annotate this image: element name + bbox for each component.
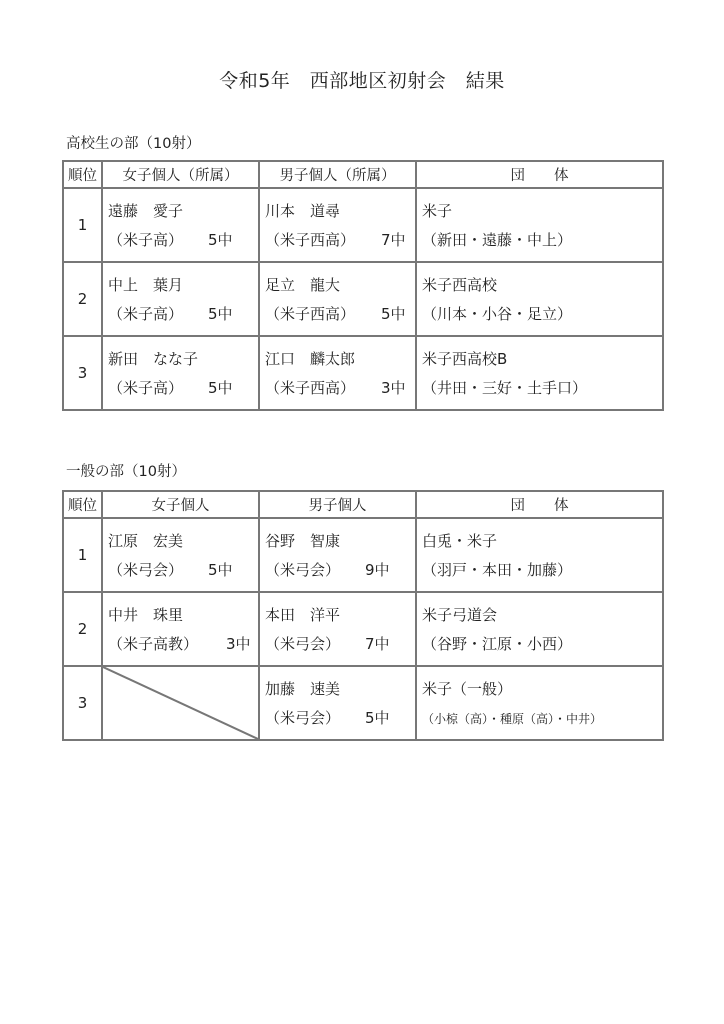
men-hits: 3中 [381, 379, 406, 397]
table-row [63, 518, 663, 592]
header-men: 男子個人 [259, 491, 416, 518]
men-affiliation: （米子西高） [265, 231, 356, 249]
team-members: （小椋（高）・種原（高）・中井） [422, 712, 603, 726]
table-header-row [63, 161, 663, 188]
men-hits: 5中 [381, 305, 406, 323]
rank-cell: 3 [63, 666, 102, 740]
women-name: 江原 宏美 [108, 532, 184, 550]
men-affiliation: （米弓会） [265, 709, 341, 727]
high-school-results-table [62, 160, 664, 411]
rank-cell: 3 [63, 336, 102, 410]
rank-cell: 1 [63, 188, 102, 262]
header-rank: 順位 [63, 491, 102, 518]
table-header-row [63, 491, 663, 518]
table-row [63, 592, 663, 666]
men-hits: 7中 [381, 231, 406, 249]
header-women: 女子個人（所属） [102, 161, 259, 188]
rank-cell: 1 [63, 518, 102, 592]
men-affiliation: （米弓会） [265, 635, 341, 653]
women-affiliation: （米子高） [108, 379, 184, 397]
section-heading-general: 一般の部（10射） [66, 464, 186, 480]
women-hits: 5中 [208, 561, 233, 579]
header-men: 男子個人（所属） [259, 161, 416, 188]
team-members: （谷野・江原・小西） [422, 635, 573, 653]
women-name: 遠藤 愛子 [108, 202, 184, 220]
empty-cell-diagonal [103, 667, 258, 739]
table-row [63, 666, 663, 740]
men-hits: 9中 [365, 561, 390, 579]
women-affiliation: （米弓会） [108, 561, 184, 579]
team-members: （川本・小谷・足立） [422, 305, 573, 323]
section-heading-high-school: 高校生の部（10射） [66, 136, 201, 152]
team-name: 白兎・米子 [422, 532, 498, 550]
men-name: 谷野 智康 [265, 532, 341, 550]
table-row [63, 262, 663, 336]
women-hits: 5中 [208, 305, 233, 323]
header-team: 団 体 [416, 161, 663, 188]
team-members: （羽戸・本田・加藤） [422, 561, 573, 579]
men-name: 川本 道尋 [265, 202, 341, 220]
team-members: （井田・三好・土手口） [422, 379, 588, 397]
diagonal-slash [103, 667, 258, 739]
team-name: 米子 [422, 202, 453, 220]
team-name: 米子西高校 [422, 276, 498, 294]
header-women: 女子個人 [102, 491, 259, 518]
men-name: 本田 洋平 [265, 606, 341, 624]
men-hits: 5中 [365, 709, 390, 727]
women-name: 中井 珠里 [108, 606, 184, 624]
men-name: 足立 龍大 [265, 276, 341, 294]
table-row [63, 336, 663, 410]
men-affiliation: （米子西高） [265, 305, 356, 323]
women-affiliation: （米子高） [108, 231, 184, 249]
men-name: 江口 麟太郎 [265, 350, 356, 368]
women-hits: 5中 [208, 231, 233, 249]
women-hits: 5中 [208, 379, 233, 397]
table-row [63, 188, 663, 262]
women-hits: 3中 [226, 635, 251, 653]
men-hits: 7中 [365, 635, 390, 653]
women-name: 中上 葉月 [108, 276, 184, 294]
team-name: 米子弓道会 [422, 606, 498, 624]
rank-cell: 2 [63, 262, 102, 336]
women-affiliation: （米子高教） [108, 635, 199, 653]
men-affiliation: （米弓会） [265, 561, 341, 579]
rank-cell: 2 [63, 592, 102, 666]
women-affiliation: （米子高） [108, 305, 184, 323]
header-team: 団 体 [416, 491, 663, 518]
men-name: 加藤 速美 [265, 680, 341, 698]
general-results-table [62, 490, 664, 741]
men-affiliation: （米子西高） [265, 379, 356, 397]
team-members: （新田・遠藤・中上） [422, 231, 573, 249]
women-name: 新田 なな子 [108, 350, 199, 368]
header-rank: 順位 [63, 161, 102, 188]
team-name: 米子（一般） [422, 680, 513, 698]
page-title: 令和5年 西部地区初射会 結果 [219, 70, 505, 92]
team-name: 米子西高校B [422, 350, 508, 368]
